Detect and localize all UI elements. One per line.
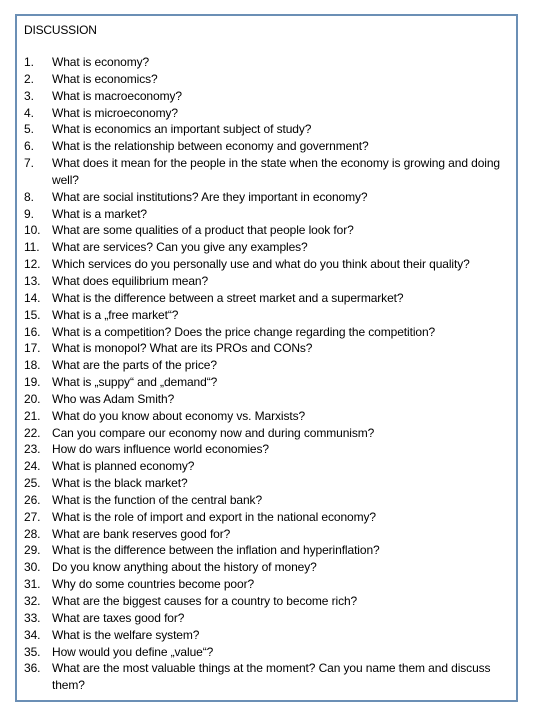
question-number: 23. [24, 442, 41, 457]
question-number: 2. [24, 71, 34, 86]
question-text: What are services? Can you give any examples? [52, 240, 308, 255]
question-text: What is „suppy“ and „demand“? [52, 375, 218, 390]
question-text: Which services do you personally use and what do you think about their quality? [52, 257, 470, 272]
question-item [24, 441, 514, 458]
question-text: What do you know about economy vs. Marxists? [52, 408, 306, 423]
question-item [24, 222, 514, 239]
question-number: 21. [24, 408, 41, 423]
question-item [24, 88, 514, 105]
question-item [24, 475, 514, 492]
question-number: 1. [24, 55, 34, 69]
question-number: 11. [24, 240, 40, 255]
question-text: Do you know anything about the history of money? [52, 560, 317, 575]
question-number: 6. [24, 139, 34, 154]
question-text: What are the parts of the price? [52, 358, 217, 373]
question-number: 34. [24, 627, 41, 642]
question-text: What are social institutions? Are they important in economy? [52, 189, 368, 204]
question-text: What is the relationship between economy and government? [52, 139, 369, 154]
question-text: What is macroeconomy? [52, 88, 182, 103]
question-item [24, 627, 514, 644]
question-text: What is economics an important subject of study? [52, 122, 312, 137]
question-item [24, 239, 514, 256]
question-text: How would you define „value“? [52, 644, 214, 659]
question-text: What are some qualities of a product that people look for? [52, 223, 354, 238]
question-item [24, 644, 514, 661]
question-item [24, 374, 514, 391]
question-number: 22. [24, 425, 41, 440]
question-text: What is a „free market“? [52, 307, 179, 322]
question-text: What is the difference between a street market and a supermarket? [52, 290, 404, 305]
question-text: What is the difference between the inflation and hyperinflation? [52, 543, 380, 558]
question-text: Why do some countries become poor? [52, 577, 255, 592]
question-text: What is economics? [52, 71, 158, 86]
question-text: Who was Adam Smith? [52, 391, 175, 406]
question-text: What is the welfare system? [52, 627, 200, 642]
question-item [24, 492, 514, 509]
question-text: What is monopol? What are its PROs and CONs? [52, 341, 313, 356]
question-item [24, 559, 514, 576]
question-text: What is the function of the central bank? [52, 492, 263, 507]
question-number: 18. [24, 358, 41, 373]
question-item [24, 542, 514, 559]
question-text: What is economy? [52, 55, 150, 69]
question-number: 29. [24, 543, 41, 558]
question-text: What is the role of import and export in the national economy? [52, 509, 376, 524]
question-text: What are the most valuable things at the moment? Can you name them and discuss them? [52, 661, 491, 693]
question-number: 15. [24, 307, 41, 322]
question-number: 31. [24, 577, 41, 592]
question-number: 35. [24, 644, 41, 659]
question-item [24, 509, 514, 526]
question-item [24, 593, 514, 610]
question-item [24, 189, 514, 206]
question-text: What are the biggest causes for a country to become rich? [52, 594, 358, 608]
question-item [24, 425, 514, 442]
question-number: 14. [24, 290, 41, 305]
question-item [24, 660, 514, 694]
question-text: What does equilibrium mean? [52, 273, 209, 288]
question-text: What is a market? [52, 206, 147, 221]
question-item [24, 408, 514, 425]
question-number: 26. [24, 492, 41, 507]
question-item [24, 307, 514, 324]
question-text: What is the black market? [52, 476, 188, 491]
question-item [24, 357, 514, 374]
question-number: 16. [24, 324, 41, 339]
question-number: 9. [24, 206, 34, 221]
question-number: 12. [24, 257, 41, 272]
question-number: 17. [24, 341, 41, 356]
question-item [24, 273, 514, 290]
question-item [24, 256, 514, 273]
question-item [24, 610, 514, 627]
question-number: 28. [24, 526, 41, 541]
question-number: 10. [24, 223, 41, 238]
question-number: 5. [24, 122, 34, 137]
question-number: 7. [24, 156, 34, 171]
question-number: 4. [24, 105, 34, 120]
question-item [24, 576, 514, 593]
document-heading: DISCUSSION [24, 23, 97, 37]
question-number: 30. [24, 560, 41, 575]
question-text: What is microeconomy? [52, 105, 178, 120]
question-number: 13. [24, 273, 41, 288]
question-text: What is planned economy? [52, 459, 195, 474]
question-number: 19. [24, 375, 41, 390]
question-number: 27. [24, 509, 41, 524]
question-number: 24. [24, 459, 41, 474]
question-text: What are bank reserves good for? [52, 526, 231, 541]
question-item [24, 340, 514, 357]
question-text: What are taxes good for? [52, 610, 185, 625]
question-list [24, 54, 514, 694]
question-number: 32. [24, 594, 41, 608]
question-text: What does it mean for the people in the state when the economy is growing and doing well? [52, 156, 500, 187]
question-item [24, 105, 514, 122]
question-number: 8. [24, 189, 34, 204]
question-text: What is a competition? Does the price change regarding the competition? [52, 324, 436, 339]
question-text: Can you compare our economy now and during communism? [52, 425, 375, 440]
question-number: 25. [24, 476, 41, 491]
question-item [24, 155, 514, 189]
question-number: 20. [24, 391, 41, 406]
question-item [24, 71, 514, 88]
question-item [24, 324, 514, 341]
question-item [24, 290, 514, 307]
question-number: 36. [24, 661, 41, 676]
question-text: How do wars influence world economies? [52, 442, 269, 457]
question-number: 3. [24, 88, 34, 103]
question-item [24, 138, 514, 155]
question-item [24, 391, 514, 408]
question-item [24, 54, 514, 71]
question-item [24, 458, 514, 475]
question-item [24, 206, 514, 223]
question-number: 33. [24, 610, 41, 625]
question-item [24, 526, 514, 543]
question-item [24, 121, 514, 138]
